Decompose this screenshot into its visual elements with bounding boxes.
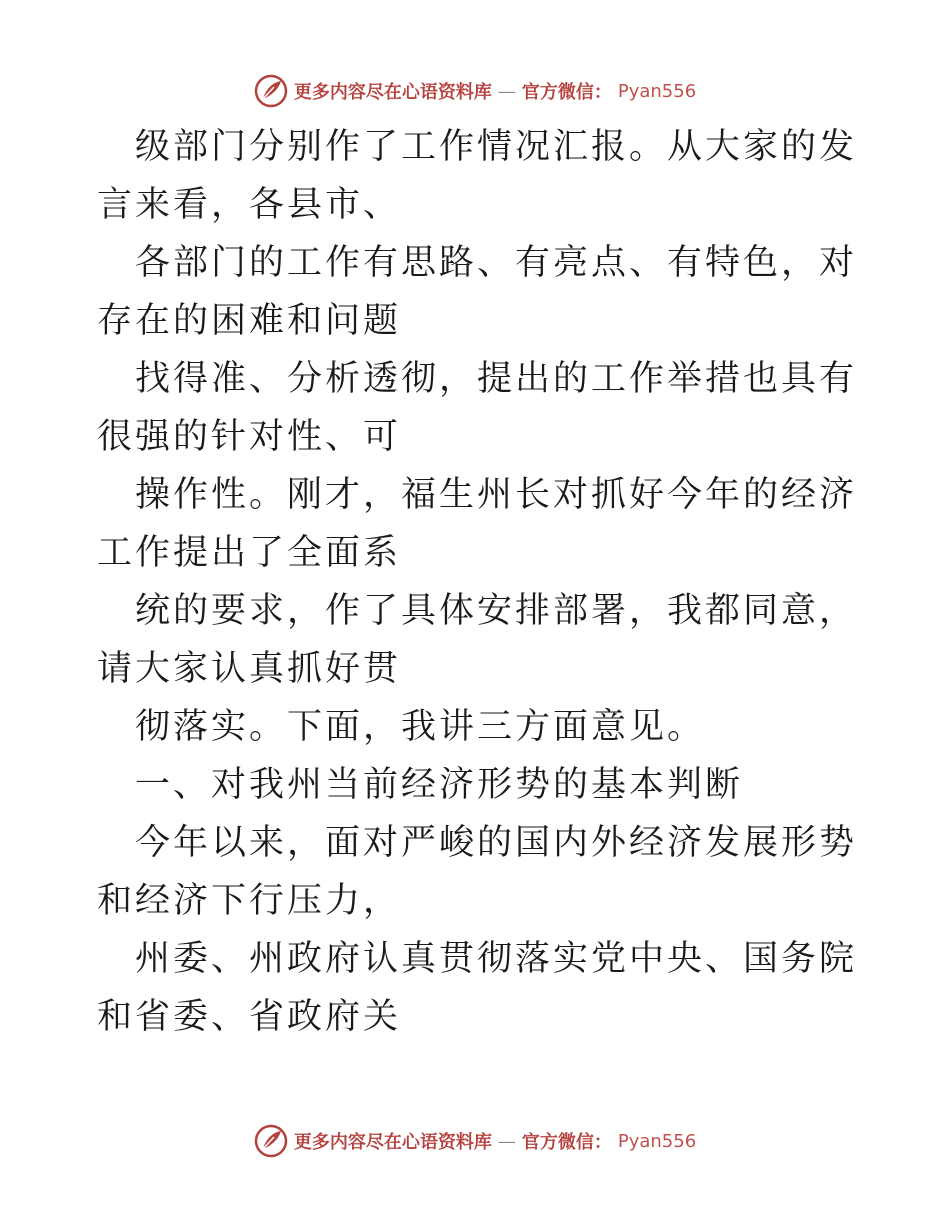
watermark-separator: — xyxy=(497,1130,516,1152)
document-body xyxy=(97,118,857,1046)
watermark-separator: — xyxy=(497,80,516,102)
footer-watermark xyxy=(0,1124,950,1158)
paragraph-6: 彻落实。下面，我讲三方面意见。 xyxy=(135,707,706,747)
section-heading: 一、对我州当前经济形势的基本判断 xyxy=(135,765,744,805)
watermark-wechat-id: Pyan556 xyxy=(617,1130,697,1152)
watermark-wechat-label: 官方微信： xyxy=(521,1132,612,1153)
feather-quill-logo-icon xyxy=(254,1124,288,1158)
paragraph-7: 今年以来，面对严峻的国内外经济发展形势和经济下行压力， xyxy=(97,823,858,921)
feather-quill-logo-icon xyxy=(254,74,288,108)
paragraph-3: 找得准、分析透彻，提出的工作举措也具有很强的针对性、可 xyxy=(97,359,858,457)
header-watermark xyxy=(0,74,950,108)
watermark-wechat-label: 官方微信： xyxy=(521,82,612,103)
paragraph-2: 各部门的工作有思路、有亮点、有特色，对存在的困难和问题 xyxy=(97,243,858,341)
paragraph-8: 州委、州政府认真贯彻落实党中央、国务院和省委、省政府关 xyxy=(97,939,858,1037)
paragraph-1: 级部门分别作了工作情况汇报。从大家的发言来看，各县市、 xyxy=(97,127,858,225)
watermark-text: 更多内容尽在心语资料库 xyxy=(293,82,492,103)
paragraph-4: 操作性。刚才，福生州长对抓好今年的经济工作提出了全面系 xyxy=(97,475,858,573)
watermark-wechat-id: Pyan556 xyxy=(617,80,697,102)
watermark-text: 更多内容尽在心语资料库 xyxy=(293,1132,492,1153)
paragraph-5: 统的要求，作了具体安排部署，我都同意，请大家认真抓好贯 xyxy=(97,591,858,689)
